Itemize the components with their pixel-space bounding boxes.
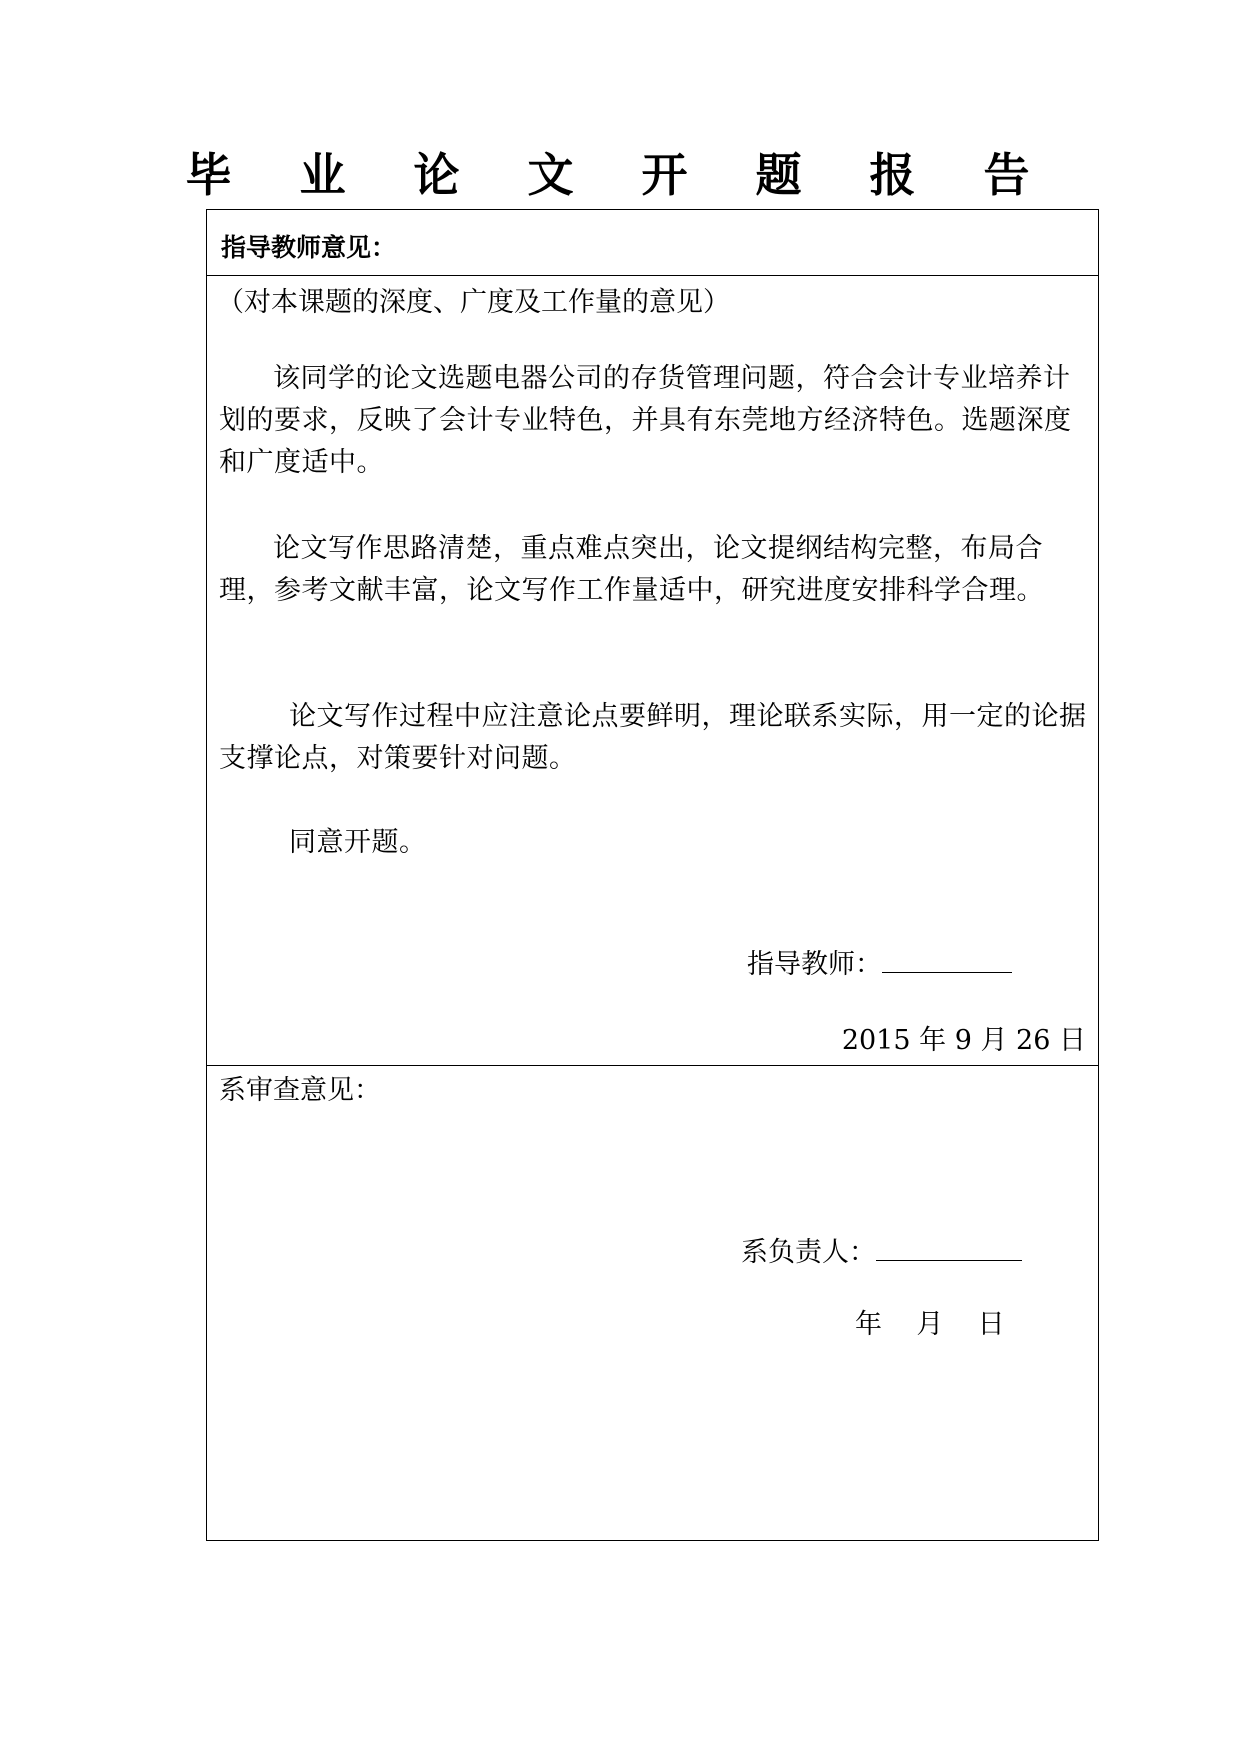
advisor-paragraph-2: 论文写作思路清楚，重点难点突出，论文提纲结构完整，布局合理，参考文献丰富，论文写作工作量适中，研究进度安排科学合理。 <box>219 533 1044 606</box>
dept-section-label: 系审查意见： <box>219 1075 381 1106</box>
document-title: 毕 业 论 文 开 题 报 告 <box>185 148 1056 202</box>
advisor-signature <box>747 942 1012 986</box>
advisor-signature-label: 指导教师： <box>747 949 882 980</box>
dept-signature-line[interactable] <box>876 1230 1022 1261</box>
advisor-comments-cell <box>207 276 1098 1066</box>
advisor-paragraph-1: 该同学的论文选题电器公司的存货管理问题，符合会计专业培养计划的要求，反映了会计专业特色，并具有东莞地方经济特色。选题深度和广度适中。 <box>219 363 1072 478</box>
advisor-paragraph-4: 同意开题。 <box>289 827 427 858</box>
advisor-section-label: 指导教师意见： <box>221 233 397 262</box>
dept-signature <box>741 1230 1022 1274</box>
dept-date: 年 月 日 <box>855 1309 1005 1340</box>
dept-signature-label: 系负责人： <box>741 1237 876 1268</box>
advisor-date: 2015 年 9 月 26 日 <box>841 1025 1086 1056</box>
advisor-paragraph-3: 论文写作过程中应注意论点要鲜明，理论联系实际，用一定的论据支撑论点，对策要针对问题。 <box>219 701 1087 774</box>
advisor-signature-line[interactable] <box>882 942 1012 973</box>
advisor-hint: （对本课题的深度、广度及工作量的意见） <box>217 287 730 318</box>
dept-review-cell <box>207 1066 1098 1540</box>
proposal-form <box>206 209 1099 1541</box>
advisor-header-row <box>207 210 1098 276</box>
